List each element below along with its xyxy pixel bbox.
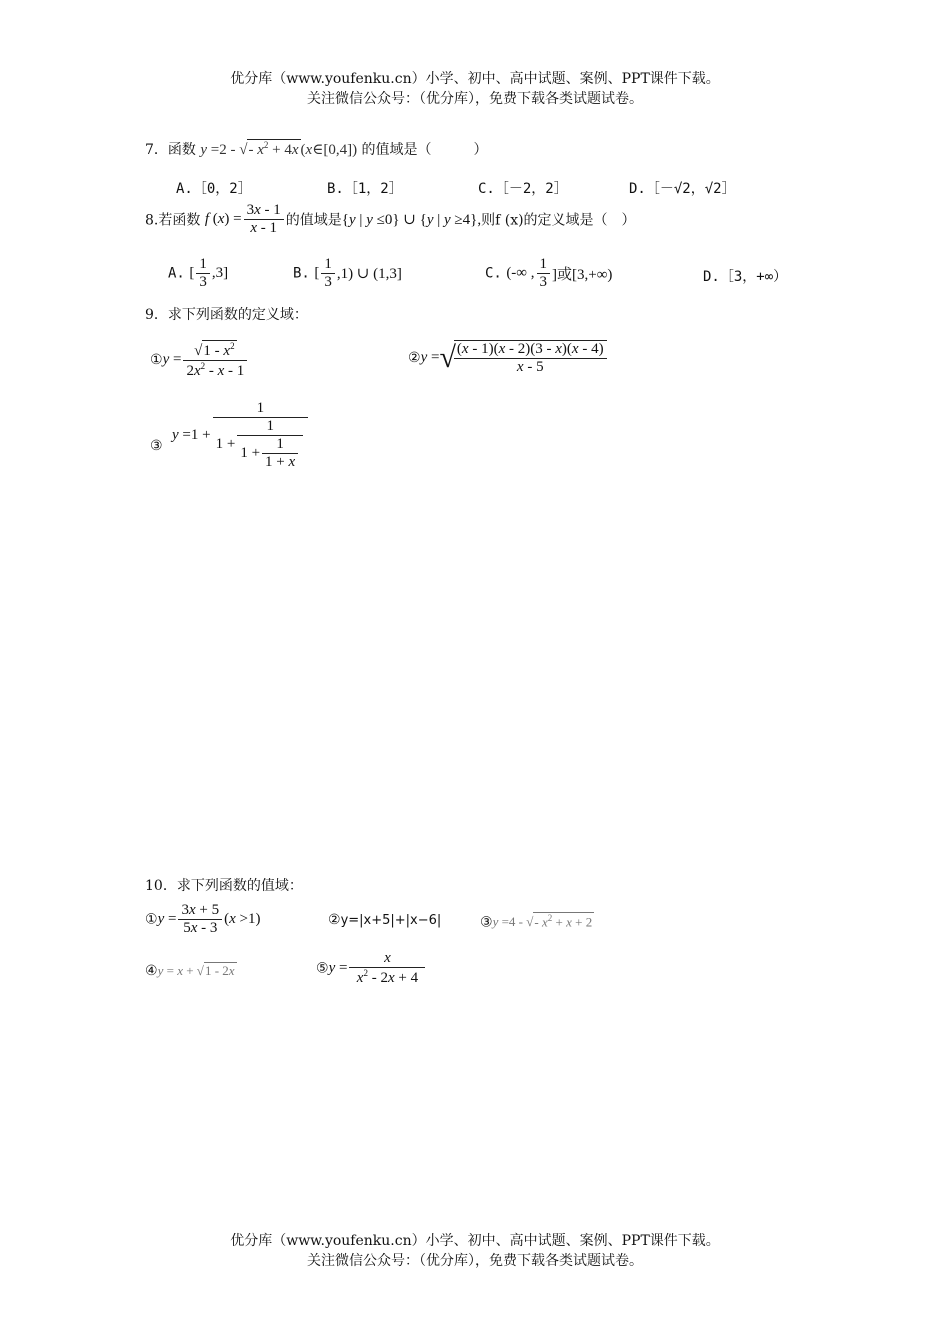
q7-option-a: A.［0，2］: [176, 181, 252, 197]
q9-marker-1: ①: [150, 352, 163, 368]
q7-option-d: D.［－√2，√2］: [629, 181, 736, 197]
q10-item-1: ①y = $\frac{3x + 5}{5x - 3}$ (x >1): [145, 902, 261, 936]
q10-marker-1: ①: [145, 911, 158, 928]
q9-item-2: ②y =√ $\frac{(x - 1)(x - 2)(3 - x)(x - 4)}{x - 5}$: [408, 340, 609, 376]
q10-item-2: [328, 912, 441, 928]
footer-line-1: 优分库（www.youfenku.cn）小学、初中、高中试题、案例、PPT课件下载。: [230, 1233, 720, 1249]
q7-option-c: C.［－2，2］: [478, 181, 568, 197]
header-line-2: 关注微信公众号：（优分库），免费下载各类试题试卷。: [307, 91, 643, 107]
q10-marker-5: ⑤: [316, 960, 329, 977]
q8-range: {y | y ≤0} ∪ {y | y ≥4},: [341, 212, 482, 228]
q10-marker-3: ③: [480, 914, 493, 931]
q7-option-b: B.［1，2］: [327, 181, 403, 197]
q8-option-b: B. [ $\frac{1}{3}$ ,1) ∪ (1,3]: [293, 256, 402, 290]
q7-number: 7．函数: [145, 142, 196, 158]
q10-item-2-formula: y=|x+5|+|x−6|: [340, 913, 442, 928]
q10-item-4: ④y = x + √1 - 2x: [145, 963, 235, 979]
q8-option-d: D.［3，+∞）: [703, 269, 788, 285]
q10-item-3: ③y =4 - √- $x^2 + x + 2$: [480, 913, 593, 931]
q10-marker-4: ④: [145, 963, 158, 979]
q10-marker-2: ②: [328, 912, 341, 928]
q9-marker-2: ②: [408, 350, 421, 366]
q8-option-c: C. (-∞ , $\frac{1}{3}$ ]或[3,+∞): [485, 256, 613, 290]
question-8: [145, 202, 636, 237]
q9-marker-3: ③: [150, 438, 163, 454]
header-line-1: 优分库（www.youfenku.cn）小学、初中、高中试题、案例、PPT课件下载。: [230, 71, 720, 87]
q8-mid: 的值域是: [285, 212, 342, 229]
q7-tail: 的值域是（ ）: [361, 142, 488, 158]
q9-item-1: ①y = $\frac{√1 - x^2}{2x^2 - x - 1}$: [150, 340, 249, 380]
q8-tail: 则f (x)的定义域是（ ）: [481, 212, 636, 229]
q8-function: f (x) =: [204, 211, 242, 227]
q10-title: 10．求下列函数的值域：: [145, 878, 303, 894]
q9-title: 9．求下列函数的定义域：: [145, 307, 308, 323]
q8-option-a: A. [ $\frac{1}{3}$ ,3]: [168, 256, 229, 290]
q10-item-5: ⑤y = $\frac{x}{x^2 - 2x + 4}$: [316, 950, 427, 987]
q7-formula: y =2 - √- $x^2 + 4x$ (x∈[0,4]): [200, 140, 358, 158]
q8-number: 8.若函数: [145, 212, 201, 229]
question-7: [145, 139, 488, 159]
footer-line-2: 关注微信公众号：（优分库），免费下载各类试题试卷。: [307, 1253, 643, 1269]
q8-fraction: $\frac{3x - 1}{x - 1}$: [244, 202, 284, 237]
